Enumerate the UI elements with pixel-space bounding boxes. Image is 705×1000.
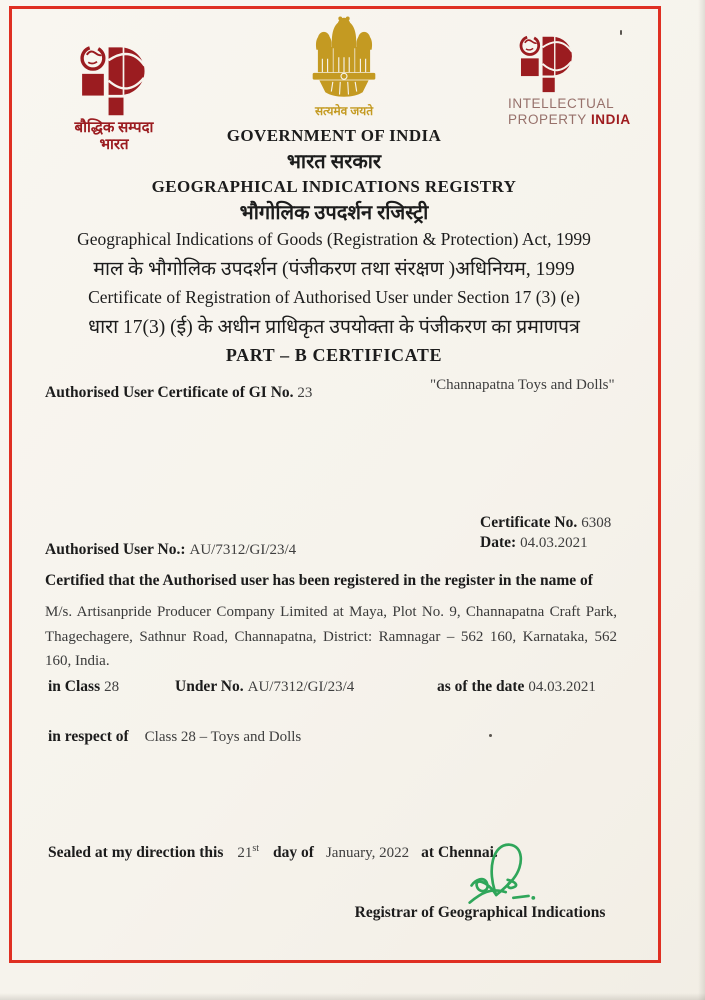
ip-india-english-name [508,96,648,127]
class-line [48,678,119,696]
as-of-date-label: as of the date [437,678,525,695]
certificate-number-value: 6308 [581,515,612,531]
under-number-line [175,678,354,696]
scan-speck [620,30,622,35]
ip-india-word-india: INDIA [590,111,631,127]
gi-number-value: 23 [297,385,313,401]
scan-speck [489,734,492,737]
certificate-date-line [480,533,611,553]
under-number-value: AU/7312/GI/23/4 [247,679,355,695]
ip-india-word-property: PROPERTY [508,111,587,127]
sealed-label-2: day of [273,844,314,861]
ip-india-logo-right [508,34,648,127]
act-line-english: Geographical Indications of Goods (Registration & Protection) Act, 1999 [77,229,591,249]
government-of-india-title: GOVERNMENT OF INDIA [226,126,442,145]
in-respect-of-value: Class 28 – Toys and Dolls [144,729,302,745]
sealed-label-1: Sealed at my direction this [48,844,224,861]
sealed-line [48,843,498,862]
under-number-label: Under No. [175,678,244,695]
as-of-date-value: 04.03.2021 [528,679,596,695]
class-value: 28 [104,679,120,695]
certificate-number-line [480,513,611,533]
national-emblem [298,14,390,119]
registry-title-hindi: भौगोलिक उपदर्शन रजिस्ट्री [239,202,429,224]
in-respect-of-label: in respect of [48,728,129,745]
sealed-day-suffix: st [252,843,260,854]
registrant-address: M/s. Artisanpride Producer Company Limited at Maya, Plot No. 9, Channapatna Craft Park, Thagechagere, Sathnur Road, Channapatna, District: Ramnagar – 562 160, Karnataka, 562 160, India. [45,604,617,669]
as-of-date-line [437,678,596,696]
certified-statement: Certified that the Authorised user has been registered in the register in the name of [45,572,593,589]
emblem-motto: सत्यमेव जयते [314,104,374,118]
gi-number-line [45,384,312,402]
sealed-day-value [237,845,259,861]
class-label: in Class [48,678,101,695]
paper-edge-right [698,0,705,1000]
ip-india-line-property-india [508,112,648,128]
act-line-hindi: माल के भौगोलिक उपदर्शन (पंजीकरण तथा संरक्षण )अधिनियम, 1999 [93,259,575,280]
paper-edge-bottom [0,993,705,1000]
ip-india-hindi-line2: भारत [99,137,129,154]
registrar-title: Registrar of Geographical Indications [354,904,606,921]
ip-monogram-icon [508,34,586,96]
certificate-title-hindi: धारा 17(3) (ई) के अधीन प्राधिकृत उपयोक्ता के पंजीकरण का प्रमाणपत्र [88,317,580,338]
sealed-place: at Chennai. [421,844,498,861]
certificate-date-label: Date: [480,534,517,551]
government-of-india-hindi: भारत सरकार [286,151,382,173]
ashoka-lion-capital-icon [304,14,384,102]
certificate-number-label: Certificate No. [480,514,578,531]
gi-number-label: Authorised User Certificate of GI No. [45,384,294,401]
registrar-signature [458,838,544,914]
ip-india-line-intellectual: INTELLECTUAL [508,96,615,111]
sealed-day-number: 21 [237,845,253,861]
part-b-certificate-title: PART – B CERTIFICATE [225,345,443,365]
ip-monogram-icon [60,44,168,120]
in-respect-of-line [48,728,301,746]
gi-name-value: "Channapatna Toys and Dolls" [430,377,615,393]
certificate-date-value: 04.03.2021 [520,535,588,551]
sealed-month-value: January, 2022 [325,845,410,861]
authorised-user-number-line [45,541,296,559]
authorised-user-number-label: Authorised User No.: [45,541,186,558]
ip-india-hindi-line1: बौद्धिक सम्पदा [74,120,154,136]
certificate-number-block [480,513,611,553]
certificate-title-english: Certificate of Registration of Authorised User under Section 17 (3) (e) [88,287,580,307]
authorised-user-number-value: AU/7312/GI/23/4 [189,542,297,558]
registry-title: GEOGRAPHICAL INDICATIONS REGISTRY [151,177,517,196]
